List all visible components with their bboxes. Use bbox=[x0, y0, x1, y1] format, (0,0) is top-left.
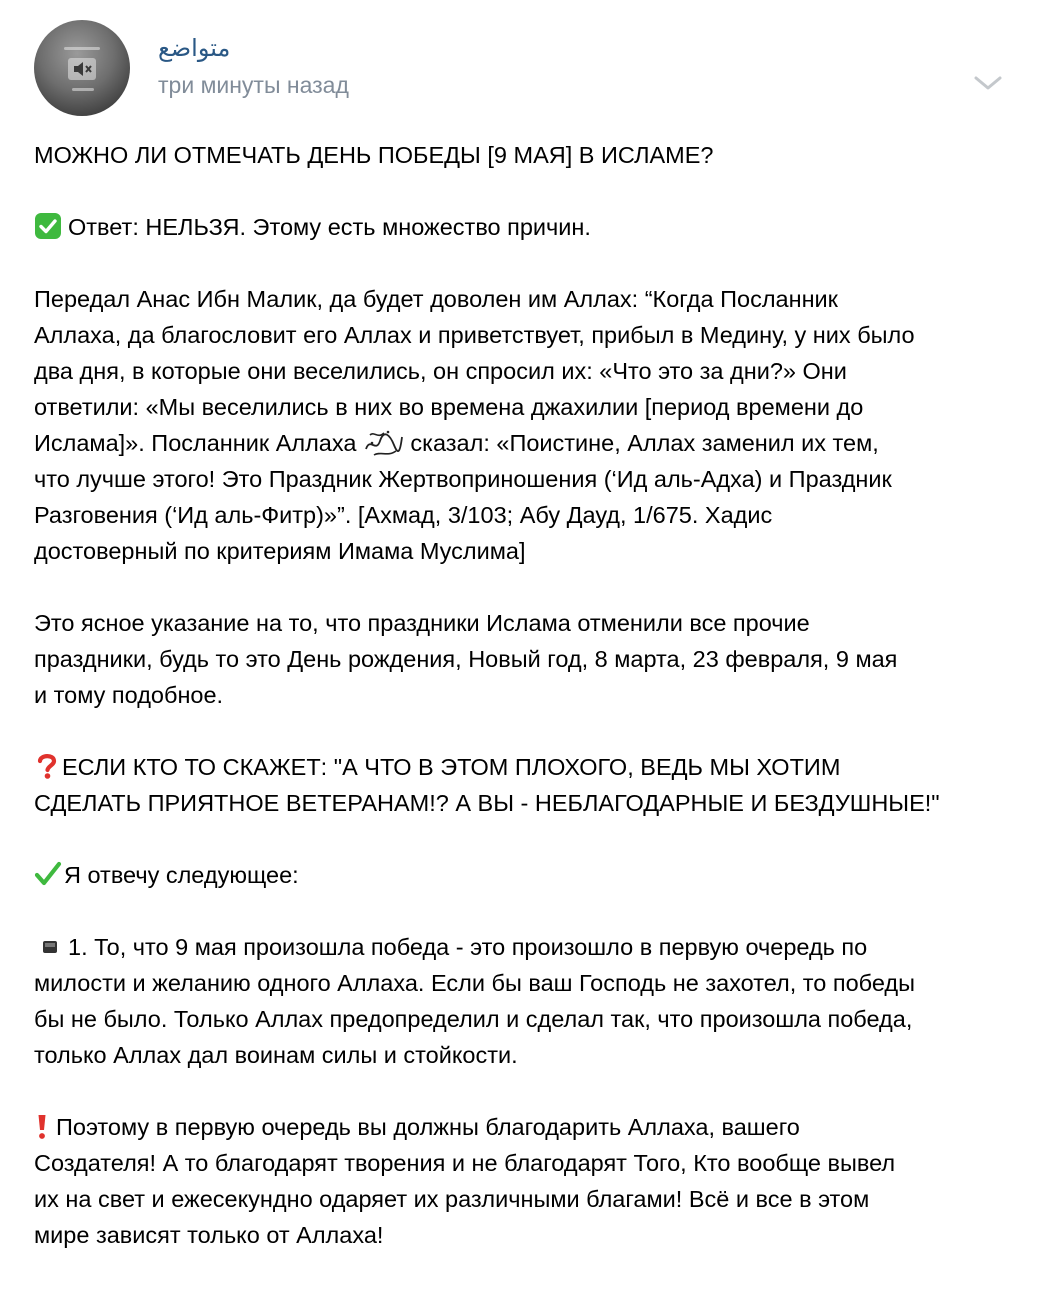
text-line: Создателя! А то благодарят творения и не благодарят Того, Кто вообще вывел bbox=[34, 1150, 896, 1176]
text-line: праздники, будь то это День рождения, Новый год, 8 марта, 23 февраля, 9 мая bbox=[34, 646, 898, 672]
conclusion-paragraph bbox=[34, 1109, 1014, 1253]
speaker-muted-icon bbox=[68, 58, 96, 80]
text-line: Разговения (‘Ид аль-Фитр)»”. [Ахмад, 3/103; Абу Дауд, 1/675. Хадис bbox=[34, 502, 773, 528]
text-line: СДЕЛАТЬ ПРИЯТНОЕ ВЕТЕРАНАМ!? А ВЫ - НЕБЛАГОДАРНЫЕ И БЕЗДУШНЫЕ!" bbox=[34, 790, 940, 816]
text-line: сказал: «Поистине, Аллах заменил их тем, bbox=[410, 430, 879, 456]
text-line: мире зависят только от Аллаха! bbox=[34, 1222, 384, 1248]
text-line: и тому подобное. bbox=[34, 682, 224, 708]
text-line: бы не было. Только Аллах предопределил и сделал так, что произошла победа, bbox=[34, 1006, 913, 1032]
text-line: только Аллах дал воинам силы и стойкости. bbox=[34, 1042, 518, 1068]
text-line: два дня, в которые они веселились, он спросил их: «Что это за дни?» Они bbox=[34, 358, 847, 384]
question-paragraph bbox=[34, 749, 1014, 821]
point-one-paragraph bbox=[34, 929, 1014, 1073]
text-line: их на свет и ежесекундно одаряет их различными благами! Всё и все в этом bbox=[34, 1186, 870, 1212]
text-line: ЕСЛИ КТО ТО СКАЖЕТ: "А ЧТО В ЭТОМ ПЛОХОГО, ВЕДЬ МЫ ХОТИМ bbox=[62, 754, 841, 780]
text-line: Поэтому в первую очередь вы должны благодарить Аллаха, вашего bbox=[56, 1114, 800, 1140]
avatar-caption-line bbox=[64, 47, 100, 50]
avatar-caption-line bbox=[72, 88, 94, 91]
text-line: достоверный по критериям Имама Муслима] bbox=[34, 538, 526, 564]
text-line: Ислама]». Посланник Аллаха bbox=[34, 430, 357, 456]
post-heading bbox=[34, 137, 1014, 173]
check-mark-button-icon bbox=[34, 212, 62, 240]
text-line: Я отвечу следующее: bbox=[64, 862, 299, 888]
post-time[interactable]: три минуты назад bbox=[158, 72, 349, 98]
hadith-paragraph bbox=[34, 281, 1014, 569]
heavy-check-mark-icon bbox=[34, 860, 62, 888]
text-line: ответили: «Мы веселились в них во времена джахилии [период времени до bbox=[34, 394, 864, 420]
text-line: МОЖНО ЛИ ОТМЕЧАТЬ ДЕНЬ ПОБЕДЫ [9 МАЯ] В ИСЛАМЕ? bbox=[34, 142, 714, 168]
avatar[interactable] bbox=[34, 20, 130, 116]
text-line: 1. То, что 9 мая произошла победа - это произошло в первую очередь по bbox=[68, 934, 868, 960]
text-line: Это ясное указание на то, что праздники Ислама отменили все прочие bbox=[34, 610, 810, 636]
explanation-paragraph bbox=[34, 605, 1014, 713]
post-body bbox=[34, 137, 1014, 1289]
answer-paragraph bbox=[34, 209, 1014, 245]
red-question-mark-icon bbox=[34, 752, 60, 780]
red-exclamation-mark-icon bbox=[34, 1112, 50, 1140]
text-line: милости и желанию одного Аллаха. Если бы ваш Господь не захотел, то победы bbox=[34, 970, 916, 996]
text-line: что лучше этого! Это Праздник Жертвоприношения (‘Ид аль-Адха) и Праздник bbox=[34, 466, 892, 492]
text-line: Ответ: НЕЛЬЗЯ. Этому есть множество причин. bbox=[68, 214, 591, 240]
text-line: Аллаха, да благословит его Аллах и приветствует, прибыл в Медину, у них было bbox=[34, 322, 915, 348]
author-name[interactable]: متواضع bbox=[158, 34, 231, 62]
chevron-down-icon[interactable] bbox=[971, 72, 1005, 94]
reply-paragraph bbox=[34, 857, 1014, 893]
sallallahu-alayhi-wa-sallam-icon bbox=[360, 427, 406, 459]
black-square-bullet-icon bbox=[42, 940, 58, 954]
post-header bbox=[34, 20, 1009, 116]
text-line: Передал Анас Ибн Малик, да будет доволен им Аллах: “Когда Посланник bbox=[34, 286, 838, 312]
